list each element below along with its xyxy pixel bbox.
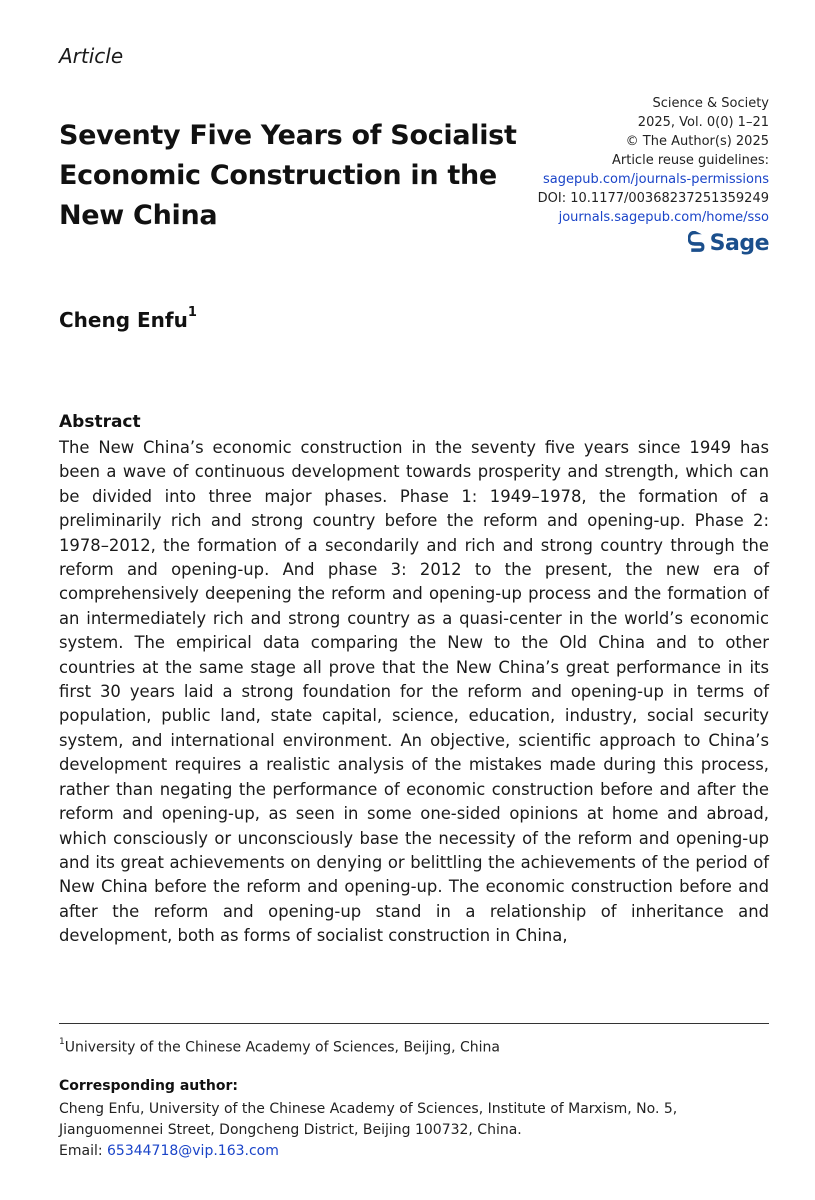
affiliation-text: University of the Chinese Academy of Sciences, Beijing, China [64,1039,500,1056]
journal-name: Science & Society [652,96,769,111]
corresponding-author-heading: Corresponding author: [59,1078,239,1094]
corresponding-address-line2: Jianguomennei Street, Dongcheng District, Beijing 100732, China. [59,1122,522,1138]
doi: DOI: 10.1177/00368237251359249 [537,191,769,206]
permissions-link[interactable]: sagepub.com/journals-permissions [543,172,769,187]
author-affiliation-marker[interactable]: 1 [187,305,197,321]
affiliation-footnote-marker: 1 [59,1037,65,1047]
abstract-heading: Abstract [59,412,141,432]
copyright-notice: © The Author(s) 2025 [625,134,769,149]
footnote-divider [59,1023,769,1024]
corresponding-address-line1: Cheng Enfu, University of the Chinese Academy of Sciences, Institute of Marxism, No. 5, [59,1101,678,1117]
journal-meta [538,94,769,261]
sage-logo [688,231,769,255]
affiliation-footnote [59,1039,500,1056]
email-link[interactable]: 65344718@vip.163.com [107,1143,279,1159]
article-type-label: Article [59,44,124,68]
corresponding-email-line [59,1141,769,1162]
abstract-body: The New China’s economic construction in the seventy five years since 1949 has been a wave of continuous development towards prosperity and strength, which can be divided into three major phases. Phase 1: 1949–1978, the formation of a preliminarily rich and strong country before the reform and opening-up. Phase 2: 1978–2012, the formation of a secondarily and rich and strong country through the reform and opening-up. And phase 3: 2012 to the present, the new era of comprehensively deepening the reform and opening-up process and the formation of an intermediately rich and strong country as a quasi-center in the world’s economic system. The empirical data comparing the New to the Old China and to other countries at the same stage all prove that the New China’s great performance in its first 30 years laid a strong foundation for the reform and opening-up in terms of population, public land, state capital, science, education, industry, social security system, and international environment. An objective, scientific approach to China’s development requires a realistic analysis of the mistakes made during this process, rather than negating the performance of economic construction before and after the reform and opening-up, as seen in some one-sided opinions at home and abroad, which consciously or unconsciously base the necessity of the reform and opening-up and its great achievements on denying or belittling the achievements of the period of New China before the reform and opening-up. The economic construction before and after the reform and opening-up stand in a relationship of inheritance and development, both as forms of socialist construction in China, [59,438,769,946]
corresponding-author-details [59,1099,769,1162]
journal-home-link[interactable]: journals.sagepub.com/home/sso [558,210,769,225]
article-title: Seventy Five Years of Socialist Economic Construction in the New China [59,120,517,231]
sage-wordmark: Sage [709,230,769,256]
reuse-label: Article reuse guidelines: [611,153,769,168]
volume-info: 2025, Vol. 0(0) 1–21 [637,115,769,130]
email-label: Email: [59,1143,108,1159]
author-name-text: Cheng Enfu [59,308,188,332]
sage-s-icon [688,231,706,255]
author-name [59,305,197,332]
